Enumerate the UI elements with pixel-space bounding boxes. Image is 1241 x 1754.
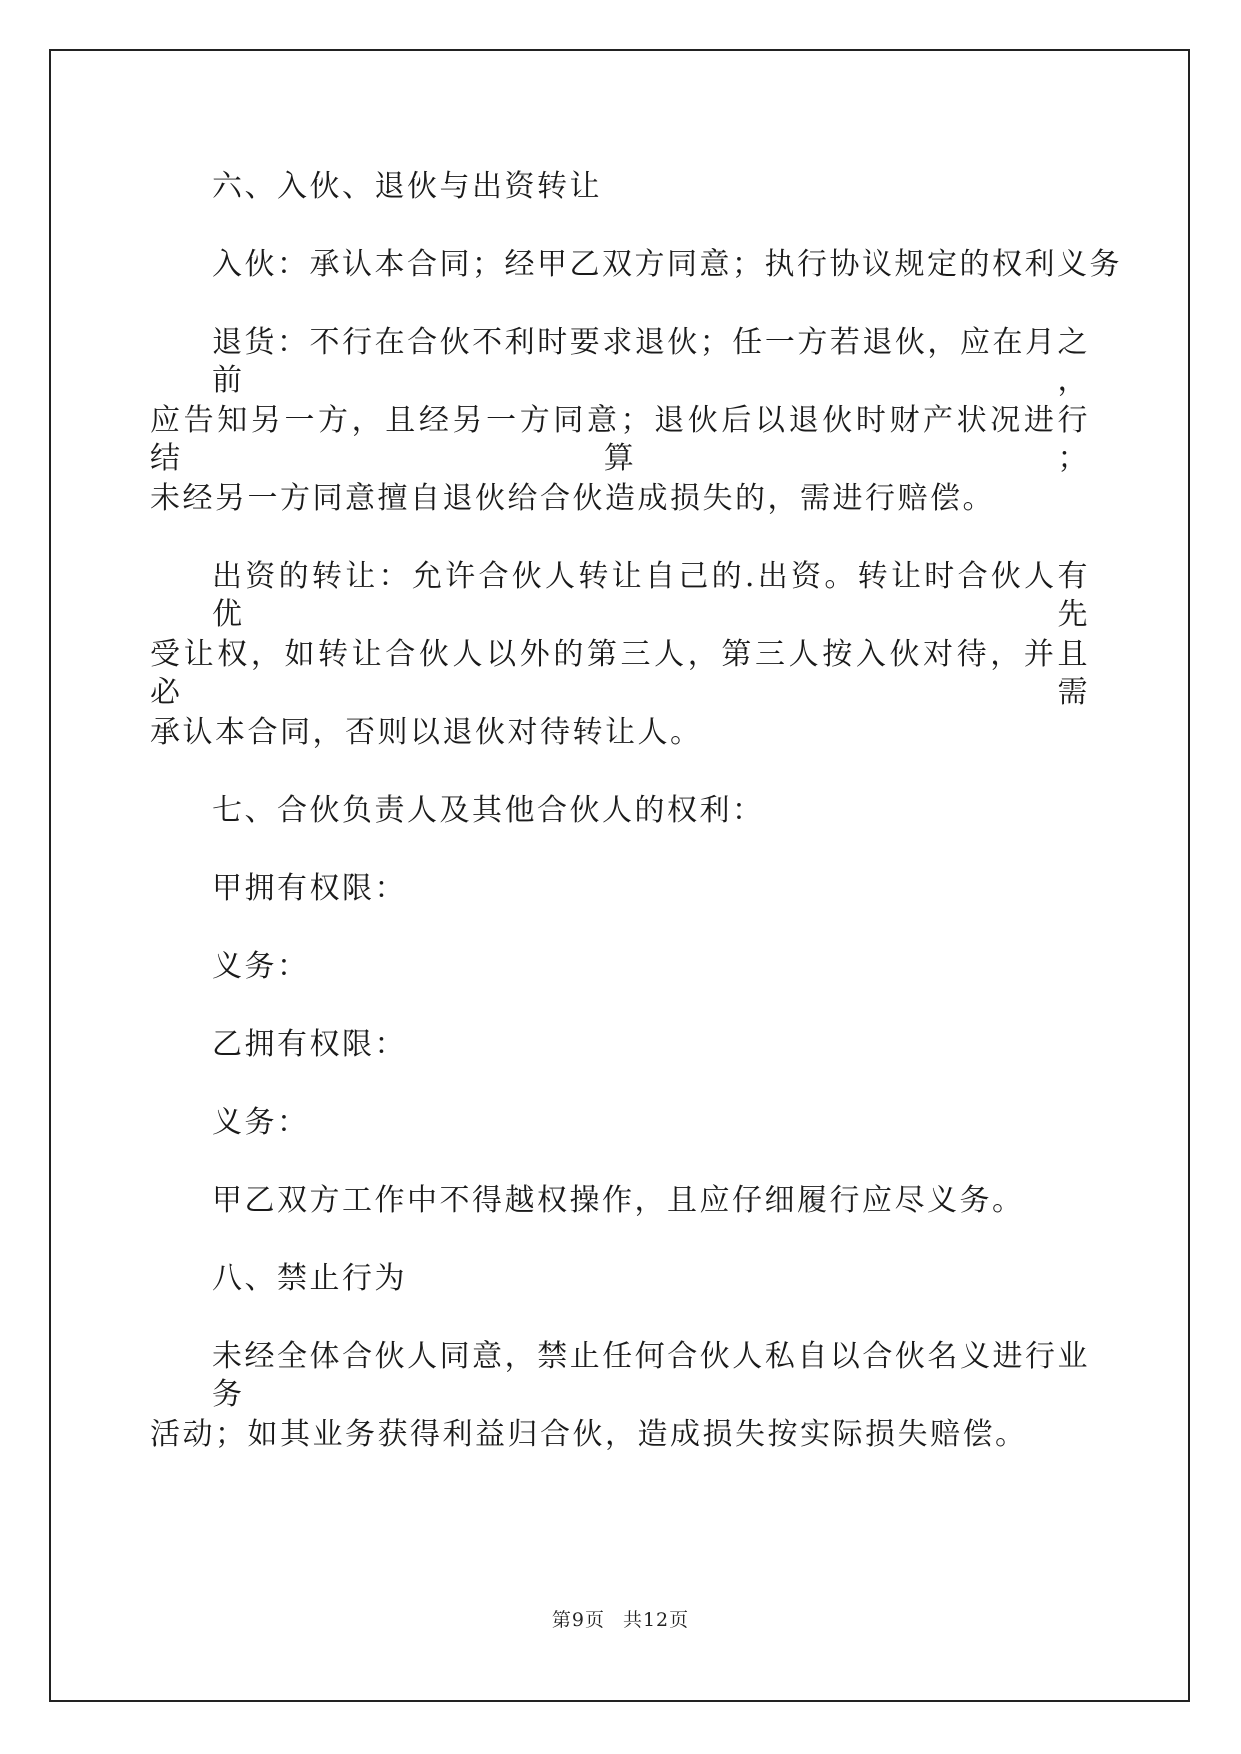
paragraph-no-overstep: 甲乙双方工作中不得越权操作，且应仔细履行应尽义务。 — [212, 1183, 1025, 1218]
paragraph-prohibited-line-2: 活动；如其业务获得利益归合伙，造成损失按实际损失赔偿。 — [150, 1417, 1028, 1452]
paragraph-withdrawal-line-1: 退货：不行在合伙不利时要求退伙；任一方若退伙，应在月之前， — [212, 325, 1090, 398]
paragraph-transfer-line-2: 受让权，如转让合伙人以外的第三人，第三人按入伙对待，并且必需 — [150, 637, 1090, 710]
paragraph-withdrawal-line-2: 应告知另一方，且经另一方同意；退伙后以退伙时财产状况进行结算； — [150, 403, 1090, 476]
paragraph-withdrawal-line-3: 未经另一方同意擅自退伙给合伙造成损失的，需进行赔偿。 — [150, 481, 995, 516]
paragraph-transfer-line-3: 承认本合同，否则以退伙对待转让人。 — [150, 715, 703, 750]
page-footer — [0, 1608, 1241, 1632]
section-heading-8: 八、禁止行为 — [212, 1261, 407, 1296]
paragraph-transfer-line-1: 出资的转让：允许合伙人转让自己的.出资。转让时合伙人有优先 — [212, 559, 1090, 632]
paragraph-party-b-duties: 义务： — [212, 1105, 310, 1140]
paragraph-party-b-authority: 乙拥有权限： — [212, 1027, 407, 1062]
paragraph-prohibited-line-1: 未经全体合伙人同意，禁止任何合伙人私自以合伙名义进行业务 — [212, 1339, 1090, 1412]
paragraph-party-a-duties: 义务： — [212, 949, 310, 984]
total-page-count: 共12页 — [622, 1609, 690, 1631]
document-body — [150, 168, 1122, 1494]
section-heading-6: 六、入伙、退伙与出资转让 — [212, 169, 602, 204]
current-page-number: 第9页 — [551, 1609, 605, 1631]
section-heading-7: 七、合伙负责人及其他合伙人的权利： — [212, 793, 765, 828]
paragraph-party-a-authority: 甲拥有权限： — [212, 871, 407, 906]
paragraph-joining: 入伙：承认本合同；经甲乙双方同意；执行协议规定的权利义务 — [212, 247, 1122, 282]
